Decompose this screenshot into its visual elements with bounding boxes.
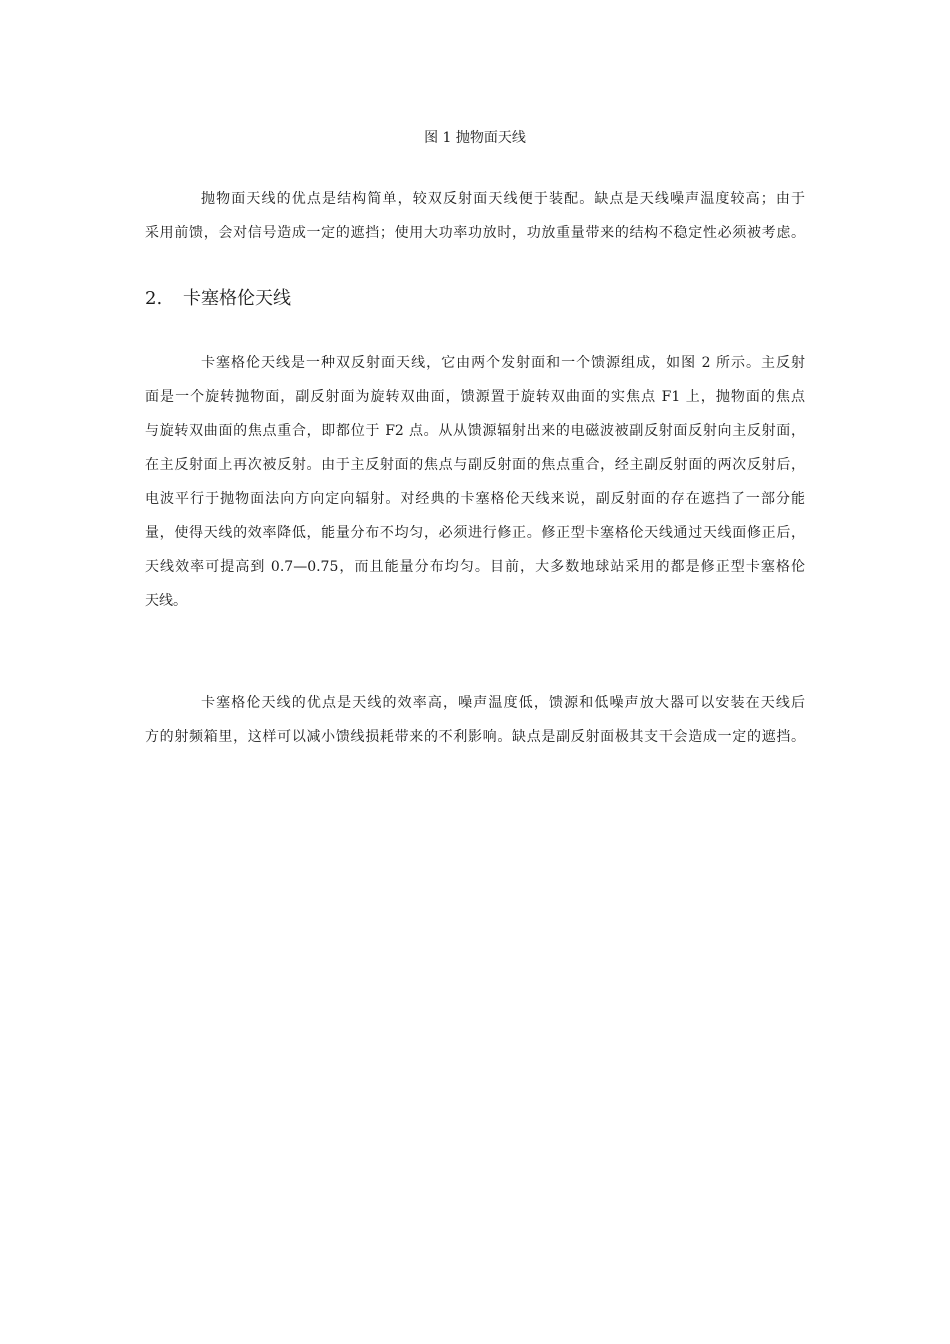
figure-caption: 图 1 抛物面天线 bbox=[424, 130, 526, 146]
paragraph-line: 面是一个旋转抛物面，副反射面为旋转双曲面，馈源置于旋转双曲面的实焦点 F1 上，抛物面的焦点 bbox=[145, 389, 805, 405]
paragraph-line: 方的射频箱里，这样可以减小馈线损耗带来的不利影响。缺点是副反射面极其支干会造成一定的遮挡。 bbox=[145, 729, 805, 745]
paragraph-cassegrain-pros-cons bbox=[145, 686, 805, 754]
paragraph-line: 在主反射面上再次被反射。由于主反射面的焦点与副反射面的焦点重合，经主副反射面的两次反射后， bbox=[145, 457, 805, 473]
paragraph-line: 抛物面天线的优点是结构简单，较双反射面天线便于装配。缺点是天线噪声温度较高；由于 bbox=[201, 191, 805, 207]
paragraph-line: 卡塞格伦天线是一种双反射面天线，它由两个发射面和一个馈源组成，如图 2 所示。主反射 bbox=[201, 355, 805, 371]
section-title: 卡塞格伦天线 bbox=[183, 288, 291, 309]
section-number: 2. bbox=[145, 288, 163, 309]
paragraph-line: 量，使得天线的效率降低，能量分布不均匀，必须进行修正。修正型卡塞格伦天线通过天线面修正后， bbox=[145, 525, 805, 541]
paragraph-line: 与旋转双曲面的焦点重合，即都位于 F2 点。从从馈源辐射出来的电磁波被副反射面反射向主反射面， bbox=[145, 423, 805, 439]
paragraph-parabolic-pros-cons bbox=[145, 182, 805, 250]
section-heading bbox=[145, 286, 291, 312]
paragraph-line: 电波平行于抛物面法向方向定向辐射。对经典的卡塞格伦天线来说，副反射面的存在遮挡了一部分能 bbox=[145, 491, 805, 507]
paragraph-line: 天线效率可提高到 0.7—0.75，而且能量分布均匀。目前，大多数地球站采用的都是修正型卡塞格伦 bbox=[145, 559, 805, 575]
paragraph-cassegrain-description bbox=[145, 346, 805, 618]
paragraph-line: 卡塞格伦天线的优点是天线的效率高，噪声温度低，馈源和低噪声放大器可以安装在天线后 bbox=[201, 695, 805, 711]
paragraph-line: 采用前馈，会对信号造成一定的遮挡；使用大功率功放时，功放重量带来的结构不稳定性必须被考虑。 bbox=[145, 225, 805, 241]
paragraph-line: 天线。 bbox=[145, 593, 187, 609]
